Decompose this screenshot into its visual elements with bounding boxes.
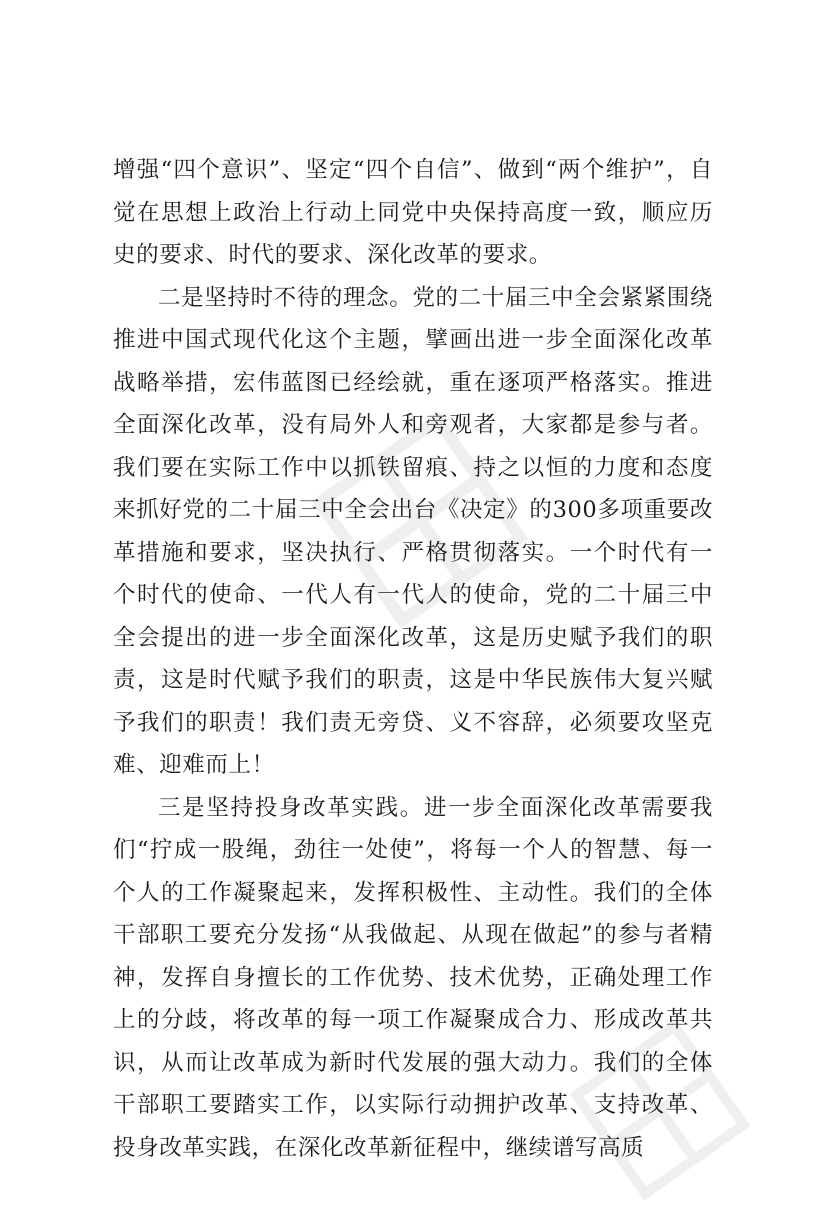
document-body — [113, 149, 713, 1169]
paragraph-point-three: 三是坚持投身改革实践。进一步全面深化改革需要我们“拧成一股绳，劲往一处使”，将每一个人的智慧、每一个人的工作凝聚起来，发挥积极性、主动性。我们的全体干部职工要充分发扬“从我做起、从现在做起”的参与者精神，发挥自身擅长的工作优势、技术优势，正确处理工作上的分歧，将改革的每一项工作凝聚成合力、形成改革共识，从而让改革成为新时代发展的强大动力。我们的全体干部职工要踏实工作，以实际行动拥护改革、支持改革、投身改革实践，在深化改革新征程中，继续谱写高质 — [113, 794, 713, 1161]
paragraph-continuation: 增强“四个意识”、坚定“四个自信”、做到“两个维护”，自觉在思想上政治上行动上同党中央保持高度一致，顺应历史的要求、时代的要求、深化改革的要求。 — [113, 157, 713, 268]
paragraph-point-two: 二是坚持时不待的理念。党的二十届三中全会紧紧围绕推进中国式现代化这个主题，擘画出进一步全面深化改革战略举措，宏伟蓝图已经绘就，重在逐项严格落实。推进全面深化改革，没有局外人和旁观者，大家都是参与者。我们要在实际工作中以抓铁留痕、持之以恒的力度和态度来抓好党的二十届三中全会出台《决定》的300多项重要改革措施和要求，坚决执行、严格贯彻落实。一个时代有一个时代的使命、一代人有一代人的使命，党的二十届三中全会提出的进一步全面深化改革，这是历史赋予我们的职责，这是时代赋予我们的职责，这是中华民族伟大复兴赋予我们的职责！我们责无旁贷、义不容辞，必须要攻坚克难、迎难而上！ — [113, 284, 713, 778]
